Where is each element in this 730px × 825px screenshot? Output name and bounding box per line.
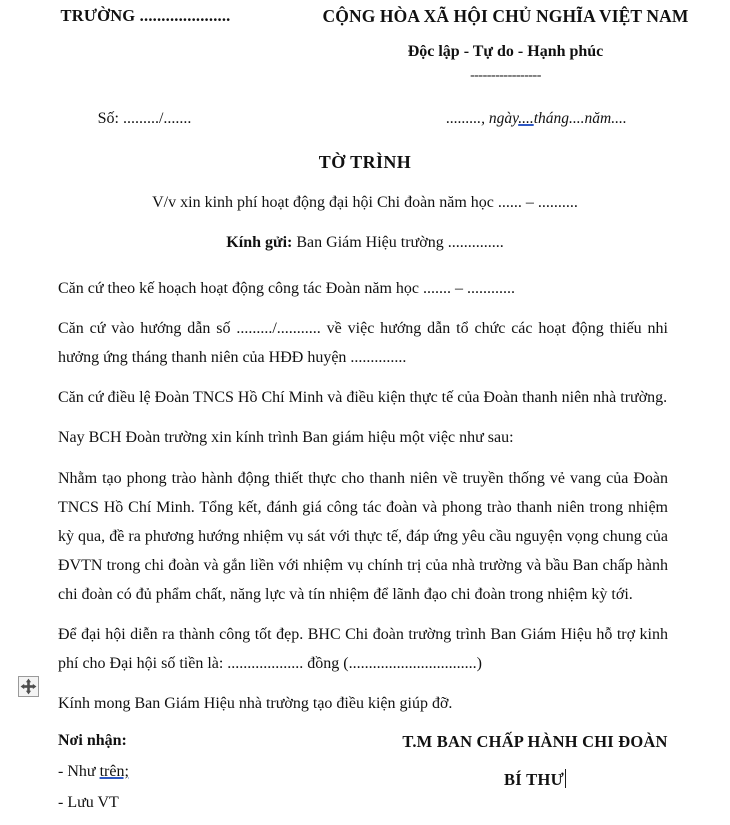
number-and-date-row	[0, 110, 730, 128]
signing-committee: T.M BAN CHẤP HÀNH CHI ĐOÀN	[402, 732, 668, 752]
body-paragraph-3: Căn cứ điều lệ Đoàn TNCS Hồ Chí Minh và điều kiện thực tế của Đoàn thanh niên nhà trường.	[58, 389, 668, 407]
document-body	[0, 274, 730, 718]
text-caret	[565, 769, 566, 788]
motto-divider: -----------------	[470, 68, 541, 83]
date-year: năm....	[584, 110, 627, 127]
receivers-block	[58, 732, 388, 825]
header-left-column	[0, 6, 285, 26]
signature-row	[0, 732, 730, 825]
body-paragraph-1: Căn cứ theo kế hoạch hoạt động công tác Đoàn năm học ....... – ............	[58, 280, 515, 297]
recipient-line	[0, 234, 730, 252]
page-title: TỜ TRÌNH	[318, 152, 412, 172]
national-motto: Độc lập - Tự do - Hạnh phúc	[407, 43, 604, 60]
document-date	[285, 110, 730, 128]
document-number: Số: ........./.......	[97, 110, 192, 127]
document-subject: V/v xin kinh phí hoạt động đại hội Chi đoàn năm học ...... – ..........	[152, 194, 578, 211]
signer-role-line	[504, 769, 566, 790]
signer-block	[388, 732, 710, 825]
national-title: CỘNG HÒA XÃ HỘI CHỦ NGHĨA VIỆT NAM	[322, 6, 689, 26]
date-day-blank: ....	[518, 110, 534, 127]
body-paragraph-4: Nay BCH Đoàn trường xin kính trình Ban giám hiệu một việc như sau:	[58, 429, 514, 447]
body-paragraph-5: Nhằm tạo phong trào hành động thiết thực cho thanh niên về truyền thống vẻ vang của Đoàn TNCS Hồ Chí Minh. Tổng kết, đánh giá công tác đoàn và phong trào thanh niên trong nhiệm kỳ qua, đề ra phương hướng nhiệm vụ sát với thực tế, đáp ứng yêu cầu nguyện vọng chung của ĐVTN trong chi đoàn và gắn liền với nhiệm vụ chính trị của nhà trường và bầu Ban chấp hành chi đoàn có đủ phẩm chất, năng lực và tín nhiệm để lãnh đạo chi đoàn trong nhiệm kỳ tới.	[58, 469, 668, 603]
receiver-item-1-link[interactable]: trên;	[99, 763, 129, 781]
move-four-arrows-icon[interactable]	[18, 676, 39, 697]
signer-role: BÍ THƯ	[503, 770, 565, 790]
document-header	[0, 0, 730, 84]
receiver-item-1-prefix: - Như	[58, 763, 100, 781]
receiver-item-1	[58, 763, 388, 781]
receivers-title: Nơi nhận:	[58, 732, 127, 750]
header-right-column	[285, 6, 730, 84]
recipient-value: Ban Giám Hiệu trường ..............	[296, 234, 504, 251]
organization-name: TRƯỜNG .....................	[60, 6, 231, 25]
body-paragraph-6: Để đại hội diễn ra thành công tốt đẹp. BHC Chi đoàn trường trình Ban Giám Hiệu hỗ trợ kinh phí cho Đại hội số tiền là: ................... đồng (................................)	[58, 626, 668, 673]
date-prefix: ........., ngày	[446, 110, 519, 127]
body-paragraph-2: Căn cứ vào hướng dẫn số ........./........... về việc hướng dẫn tổ chức các hoạt động thiếu nhi hưởng ứng tháng thanh niên của HĐĐ huyện ..............	[58, 320, 668, 367]
date-month: tháng....	[533, 110, 585, 127]
body-paragraph-7: Kính mong Ban Giám Hiệu nhà trường tạo điều kiện giúp đỡ.	[58, 695, 453, 713]
recipient-label: Kính gửi:	[226, 234, 293, 251]
receiver-item-2: - Lưu VT	[58, 794, 119, 812]
